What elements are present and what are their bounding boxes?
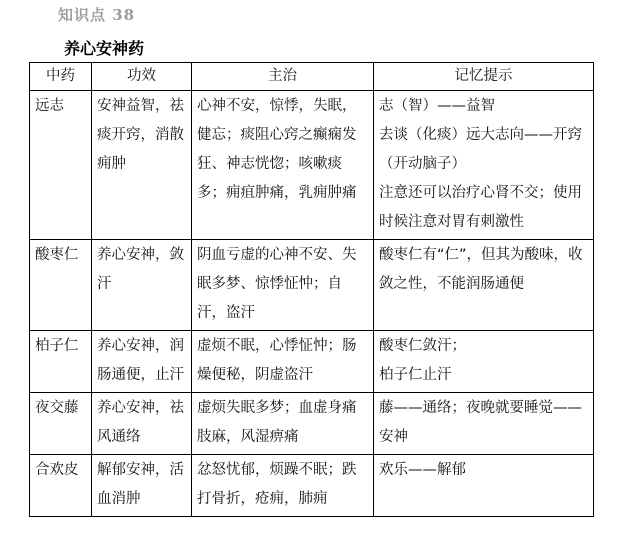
indication-cell: 心神不安，惊悸，失眠，健忘；痰阻心窍之癫痫发狂、神志恍惚；咳嗽痰多；痈疽肿痛，乳痈肿痛 [192, 91, 374, 240]
memory-tip-cell: 藤——通络；夜晚就要睡觉——安神 [374, 393, 594, 455]
memory-tip-cell: 欢乐——解郁 [374, 455, 594, 517]
effect-cell: 养心安神，祛风通络 [92, 393, 192, 455]
section-title: 养心安神药 [64, 39, 145, 58]
herb-name-cell: 柏子仁 [30, 331, 92, 393]
herb-table [29, 62, 594, 517]
herb-name-cell: 酸枣仁 [30, 240, 92, 331]
effect-cell: 安神益智，祛痰开窍，消散痈肿 [92, 91, 192, 240]
herb-name-cell: 合欢皮 [30, 455, 92, 517]
table-header-row [30, 63, 594, 91]
effect-cell: 养心安神，润肠通便，止汗 [92, 331, 192, 393]
indication-cell: 虚烦不眠，心悸怔忡；肠燥便秘，阴虚盗汗 [192, 331, 374, 393]
indication-cell: 阴血亏虚的心神不安、失眠多梦、惊悸怔忡；自汗，盗汗 [192, 240, 374, 331]
table-row [30, 455, 594, 517]
indication-cell: 忿怒忧郁，烦躁不眠；跌打骨折，疮痈，肺痈 [192, 455, 374, 517]
effect-cell: 解郁安神，活血消肿 [92, 455, 192, 517]
memory-tip-cell: 酸枣仁敛汗； 柏子仁止汗 [374, 331, 594, 393]
header-effect: 功效 [92, 63, 192, 91]
table-row [30, 91, 594, 240]
herb-name-cell: 夜交藤 [30, 393, 92, 455]
knowledge-point-label: 知识点 38 [58, 6, 136, 24]
table-row [30, 240, 594, 331]
herb-name-cell: 远志 [30, 91, 92, 240]
table-row [30, 393, 594, 455]
memory-tip-cell: 志（智）——益智 去谈（化痰）远大志向——开窍（开动脑子） 注意还可以治疗心肾不交；使用时候注意对胃有刺激性 [374, 91, 594, 240]
memory-tip-cell: 酸枣仁有“仁”，但其为酸味，收敛之性，不能润肠通便 [374, 240, 594, 331]
header-indication: 主治 [192, 63, 374, 91]
header-herb-name: 中药 [30, 63, 92, 91]
indication-cell: 虚烦失眠多梦；血虚身痛肢麻，风湿痹痛 [192, 393, 374, 455]
header-memory-tip: 记忆提示 [374, 63, 594, 91]
table-row [30, 331, 594, 393]
effect-cell: 养心安神，敛汗 [92, 240, 192, 331]
